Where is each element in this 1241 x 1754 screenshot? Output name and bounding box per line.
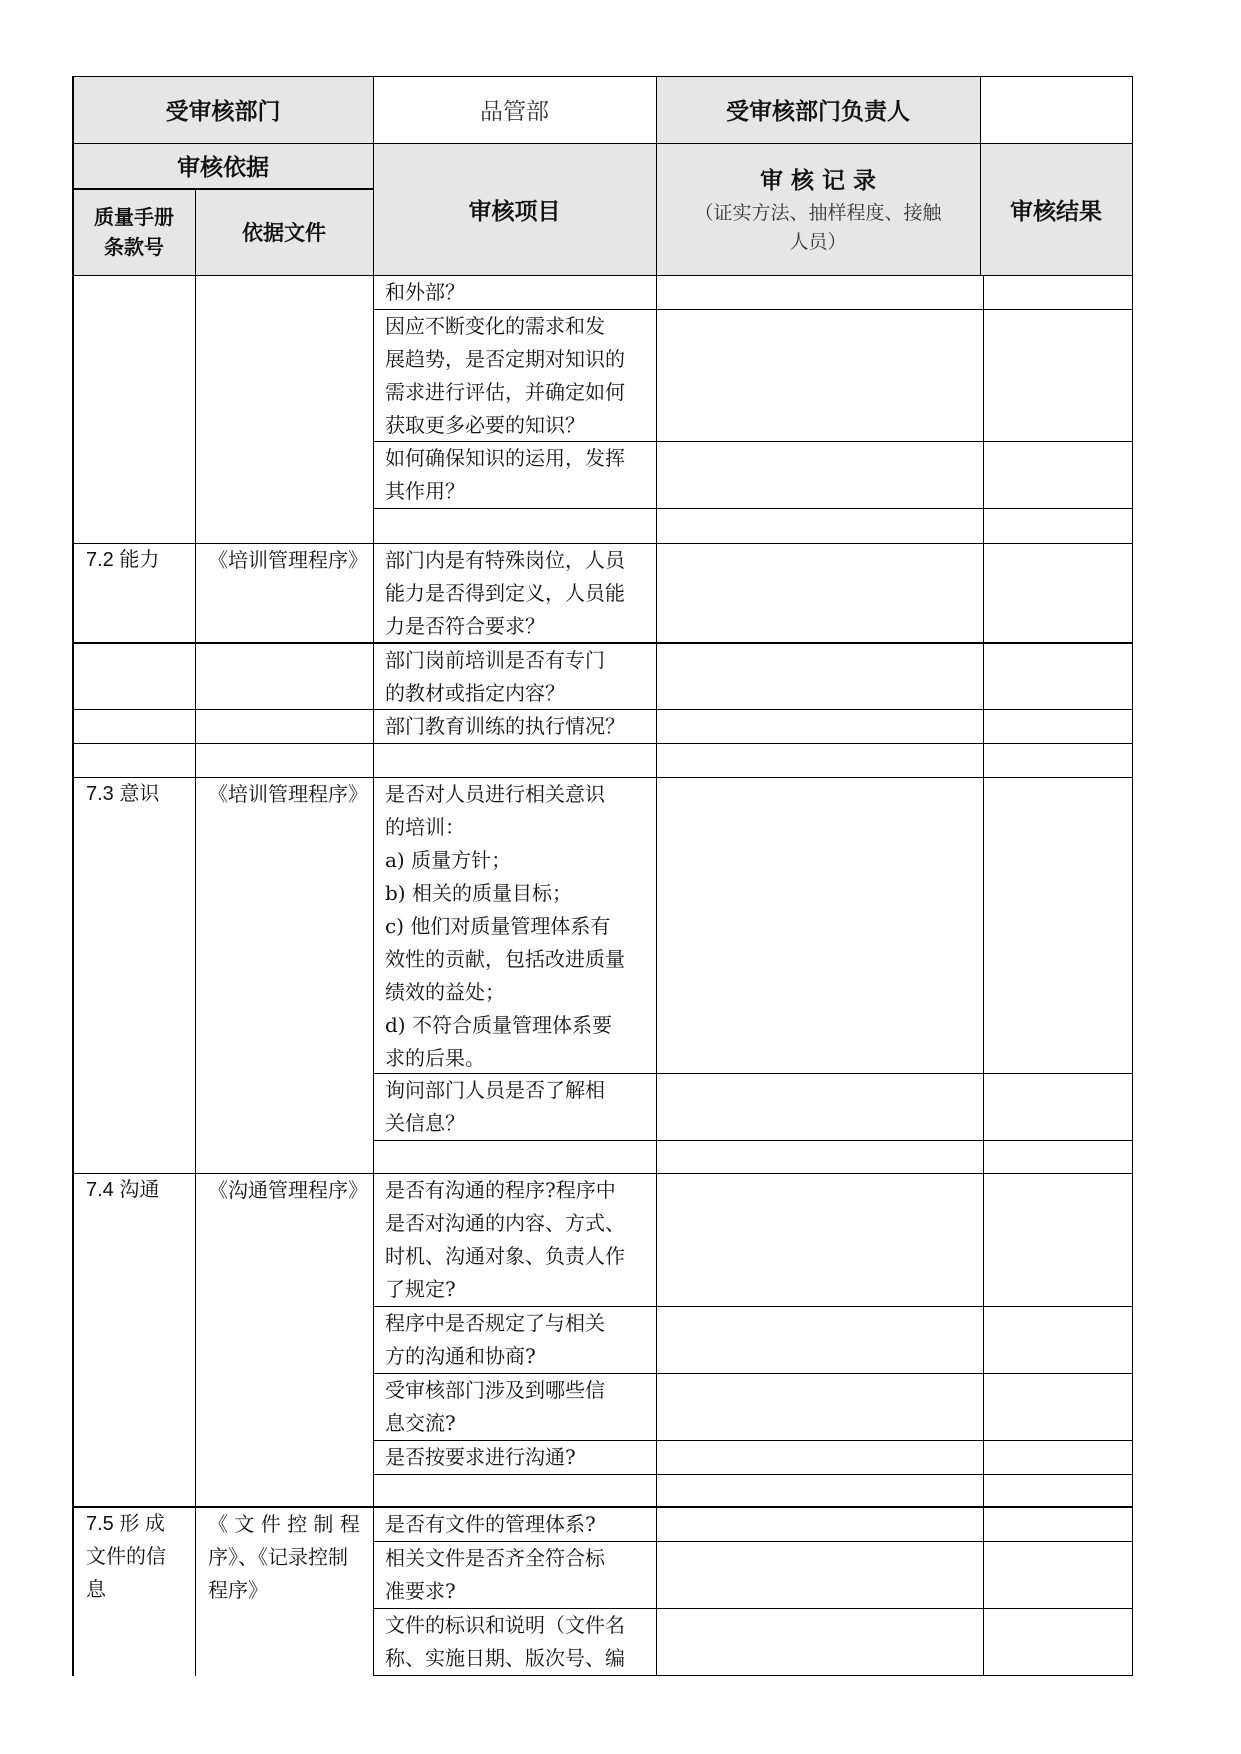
clause-label: 质量手册 条款号 xyxy=(94,204,174,259)
basis-label-cell xyxy=(73,143,373,188)
col-rule xyxy=(195,188,196,1676)
head-label: 受审核部门负责人 xyxy=(726,99,910,125)
dept-value: 品管部 xyxy=(480,99,549,125)
doc-7-4: 《沟通管理程序》 xyxy=(208,1178,368,1202)
clause-7-5: 7.5 形 成 文件的信 息 xyxy=(86,1513,166,1601)
dept-label: 受审核部门 xyxy=(165,99,281,125)
record-label-cell xyxy=(656,143,980,275)
audit-item-6: 部门教育训练的执行情况？ xyxy=(385,714,625,738)
audit-item-4: 部门内是有特殊岗位，人员 能力是否得到定义，人员能 力是否符合要求？ xyxy=(385,548,625,638)
rule xyxy=(72,143,1133,144)
record-label: 审 核 记 录 xyxy=(759,167,877,194)
audit-item-14: 是否按要求进行沟通? xyxy=(385,1445,576,1469)
col-rule xyxy=(656,76,657,1676)
col-rule xyxy=(373,76,374,1676)
row-rule xyxy=(373,1474,1133,1475)
clause-label-cell xyxy=(73,188,195,275)
item-label-cell xyxy=(373,143,656,275)
audit-item-5: 部门岗前培训是否有专门 的教材或指定内容？ xyxy=(385,648,605,705)
result-label: 审核结果 xyxy=(1010,198,1102,225)
row-rule xyxy=(373,1675,1133,1676)
row-rule xyxy=(373,1140,1133,1141)
audit-item-0: 和外部？ xyxy=(385,280,465,304)
audit-item-2: 如何确保知识的运用，发挥 其作用？ xyxy=(385,446,625,503)
audit-item-11: 是否有沟通的程序?程序中 是否对沟通的内容、方式、 时机、沟通对象、负责人作 了规定? xyxy=(385,1178,625,1301)
audit-item-17: 相关文件是否齐全符合标 准要求? xyxy=(385,1546,605,1603)
doc-label: 依据文件 xyxy=(242,220,326,245)
record-sub-label: （证实方法、抽样程度、接触 人员） xyxy=(694,201,942,253)
rule xyxy=(72,188,373,190)
row-rule xyxy=(373,508,1133,509)
col-rule xyxy=(1132,76,1133,1676)
clause-7-2: 7.2 能力 xyxy=(86,549,160,571)
audit-item-13: 受审核部门涉及到哪些信 息交流? xyxy=(385,1378,605,1435)
head-value-cell xyxy=(980,76,1132,143)
doc-7-5: 《 文 件 控 制 程 序》、《记录控制 程序》 xyxy=(208,1512,360,1602)
audit-item-8: 是否对人员进行相关意识 的培训： a) 质量方针； b) 相关的质量目标； c) 他们对质量管理体系有 效性的贡献，包括改进质量 绩效的益处； d) 不符合质量管理体系要 求的后果。 xyxy=(385,782,625,1070)
clause-7-3: 7.3 意识 xyxy=(86,783,160,805)
head-label-cell xyxy=(656,76,980,143)
doc-label-cell xyxy=(195,188,373,275)
doc-7-3: 《培训管理程序》 xyxy=(208,782,368,806)
audit-item-18: 文件的标识和说明（文件名 称、实施日期、版次号、编 xyxy=(385,1613,625,1670)
dept-value-cell xyxy=(373,76,656,143)
row-rule xyxy=(72,743,1133,744)
item-label: 审核项目 xyxy=(468,198,561,225)
clause-7-4: 7.4 沟通 xyxy=(86,1179,160,1201)
audit-item-12: 程序中是否规定了与相关 方的沟通和协商? xyxy=(385,1311,605,1368)
dept-label-cell xyxy=(73,76,373,143)
col-rule xyxy=(72,76,74,1676)
audit-item-9: 询问部门人员是否了解相 关信息？ xyxy=(385,1078,605,1135)
doc-7-2: 《培训管理程序》 xyxy=(208,548,368,572)
audit-item-16: 是否有文件的管理体系? xyxy=(385,1512,596,1536)
col-rule xyxy=(980,76,981,275)
col-rule xyxy=(983,275,984,1676)
audit-item-1: 因应不断变化的需求和发 展趋势，是否定期对知识的 需求进行评估，并确定如何 获取更多必要的知识？ xyxy=(385,314,625,437)
basis-label: 审核依据 xyxy=(177,155,269,181)
rule xyxy=(72,76,1133,77)
result-label-cell xyxy=(980,143,1132,275)
